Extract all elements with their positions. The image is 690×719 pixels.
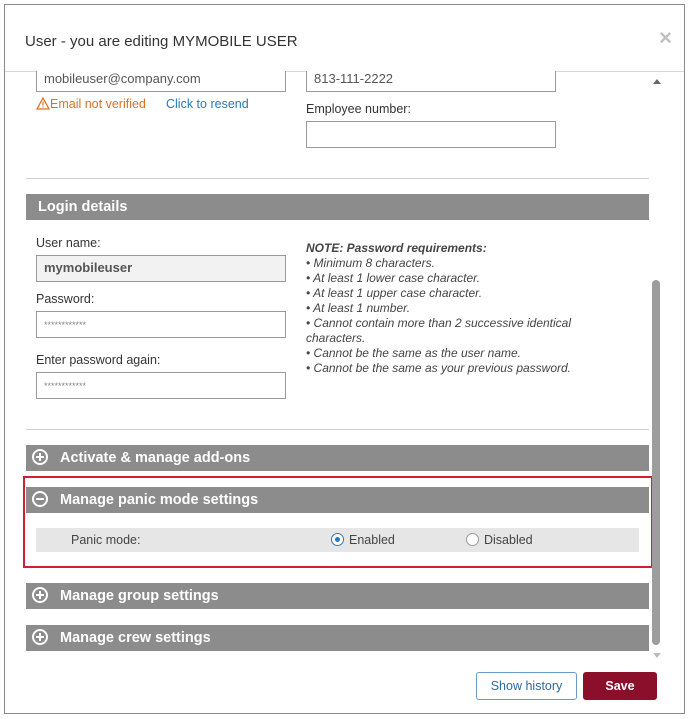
note-title: NOTE: Password requirements:: [306, 241, 487, 255]
employee-number-label: Employee number:: [306, 102, 411, 116]
email-field[interactable]: [36, 71, 286, 92]
email-warning-text: Email not verified: [50, 97, 146, 111]
username-label: User name:: [36, 236, 101, 250]
note-item: • At least 1 lower case character.: [306, 271, 481, 285]
scrollbar-thumb[interactable]: [652, 280, 660, 645]
password-again-label: Enter password again:: [36, 353, 161, 367]
phone-value: 813-111-2222: [314, 71, 394, 86]
section-group[interactable]: [26, 583, 649, 609]
plus-circle-icon: [32, 587, 48, 603]
section-crew-title: Manage crew settings: [60, 630, 211, 646]
section-crew[interactable]: [26, 625, 649, 651]
note-item: • Cannot contain more than 2 successive identical characters.: [306, 316, 572, 345]
vertical-scrollbar[interactable]: [651, 75, 665, 657]
phone-field[interactable]: [306, 71, 556, 92]
username-value: mymobileuser: [44, 260, 133, 275]
password-field[interactable]: [36, 311, 286, 338]
note-item: • At least 1 number.: [306, 301, 411, 315]
show-history-button[interactable]: Show history: [476, 672, 577, 700]
close-icon[interactable]: ×: [659, 25, 672, 50]
section-group-title: Manage group settings: [60, 588, 219, 604]
section-addons[interactable]: [26, 445, 649, 471]
panic-section-highlight: [23, 476, 653, 568]
password-requirements-note: [306, 241, 626, 376]
login-details-header: [26, 194, 649, 220]
panic-enabled-label[interactable]: Enabled: [349, 533, 395, 547]
section-panic-title: Manage panic mode settings: [60, 492, 259, 508]
note-item: • Minimum 8 characters.: [306, 256, 435, 270]
login-details-title: Login details: [38, 199, 128, 215]
dialog-title: User - you are editing MYMOBILE USER: [25, 33, 298, 50]
user-edit-dialog: [4, 4, 685, 714]
plus-circle-icon: [32, 629, 48, 645]
section-divider: [26, 429, 649, 430]
section-addons-title: Activate & manage add-ons: [60, 450, 251, 466]
note-item: • Cannot be the same as the user name.: [306, 346, 521, 360]
password-value: ************: [44, 320, 87, 330]
password-again-field[interactable]: [36, 372, 286, 399]
panic-disabled-label[interactable]: Disabled: [484, 533, 533, 547]
scroll-up-arrow-icon[interactable]: [653, 79, 661, 84]
password-label: Password:: [36, 292, 95, 306]
resend-link[interactable]: Click to resend: [166, 97, 249, 111]
save-button[interactable]: Save: [583, 672, 657, 700]
note-item: • At least 1 upper case character.: [306, 286, 483, 300]
password-again-value: ************: [44, 381, 87, 391]
email-value: mobileuser@company.com: [44, 71, 201, 86]
email-warning: [36, 97, 146, 111]
employee-number-field[interactable]: [306, 121, 556, 148]
dialog-body[interactable]: [5, 71, 669, 658]
warning-triangle-icon: [36, 97, 50, 110]
username-field[interactable]: [36, 255, 286, 282]
plus-circle-icon: [32, 449, 48, 465]
note-item: • Cannot be the same as your previous password.: [306, 361, 572, 375]
section-divider: [26, 178, 649, 179]
panic-mode-label: Panic mode:: [71, 533, 141, 547]
scroll-down-arrow-icon[interactable]: [653, 653, 661, 658]
